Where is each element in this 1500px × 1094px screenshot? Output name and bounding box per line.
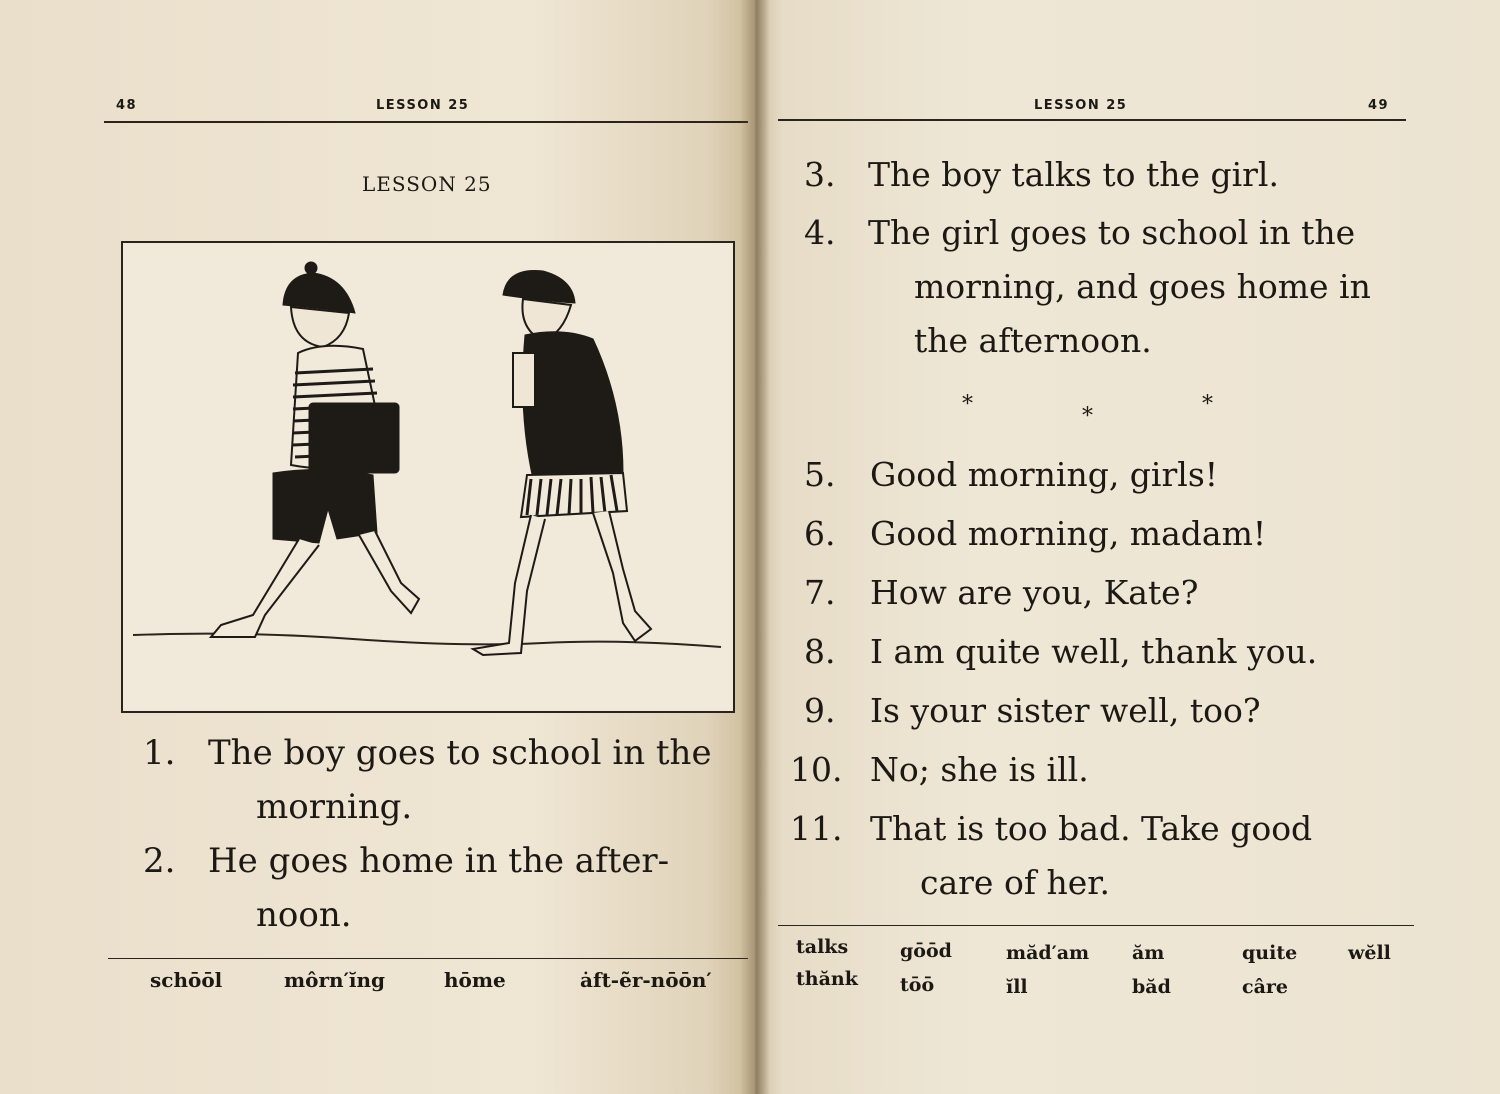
boy-figure — [211, 262, 419, 637]
vocab-word: môrn′ĭng — [284, 968, 385, 992]
girl-figure — [473, 271, 651, 656]
right-page — [752, 0, 1500, 1094]
sentence-text: Good morning, madam! — [870, 514, 1267, 553]
sentence-number: 6. — [804, 514, 836, 553]
vocab-word: câre — [1242, 976, 1288, 998]
vocab-word: thănk — [796, 968, 858, 990]
lesson-title: LESSON 25 — [362, 172, 492, 196]
sentence-text: Is your sister well, too? — [870, 691, 1261, 730]
vocab-word: talks — [796, 936, 849, 958]
running-head-right: LESSON 25 — [1034, 98, 1128, 113]
vocab-word: ăm — [1132, 942, 1165, 964]
vocab-word: wĕll — [1348, 942, 1391, 964]
header-rule-right — [778, 119, 1406, 121]
sentence-5 — [804, 448, 1218, 502]
vocab-word: ĭll — [1006, 976, 1028, 998]
separator-star: * — [1082, 404, 1093, 429]
sentence-10 — [790, 743, 1089, 797]
sentence-text: Good morning, girls! — [870, 455, 1219, 494]
sentence-number: 11. — [790, 809, 843, 848]
sentence-number: 2. — [143, 841, 176, 881]
sentence-number: 3. — [804, 155, 836, 194]
page-number-right: 49 — [1368, 98, 1390, 113]
sentence-text: The girl goes to school in the — [868, 213, 1356, 252]
vocab-word: hōme — [444, 968, 506, 992]
sentence-9 — [804, 684, 1261, 738]
sentence-text: How are you, Kate? — [870, 573, 1199, 612]
sentence-text: The boy goes to school in the — [208, 733, 712, 773]
separator-star: * — [1202, 392, 1213, 417]
sentence-text: That is too bad. Take good — [870, 809, 1313, 848]
sentence-number: 1. — [143, 733, 176, 773]
sentence-2 — [143, 834, 669, 888]
sentence-text: He goes home in the after- — [208, 841, 670, 881]
sentence-11-continued: care of her. — [920, 863, 1110, 902]
vocab-word: băd — [1132, 976, 1171, 998]
book-gutter — [740, 0, 770, 1094]
sentence-8 — [804, 625, 1317, 679]
sentence-6 — [804, 507, 1266, 561]
sentence-number: 5. — [804, 455, 836, 494]
sentence-text: I am quite well, thank you. — [870, 632, 1318, 671]
sentence-text: No; she is ill. — [870, 750, 1089, 789]
running-head-left: LESSON 25 — [376, 98, 470, 113]
vocab-word: măd′am — [1006, 942, 1090, 964]
sentence-number: 4. — [804, 213, 836, 252]
sentence-1 — [143, 726, 712, 780]
separator-star: * — [962, 392, 973, 417]
sentence-2-continued: noon. — [256, 895, 352, 935]
sentence-4-continued: the afternoon. — [914, 321, 1152, 360]
sentence-11 — [790, 802, 1312, 856]
vocab-word: schōōl — [150, 968, 223, 992]
sentence-7 — [804, 566, 1198, 620]
sentence-number: 10. — [790, 750, 843, 789]
vocab-rule-left — [108, 958, 748, 959]
illustration-frame — [121, 241, 735, 713]
sentence-3 — [804, 148, 1279, 202]
vocab-rule-right — [778, 925, 1414, 926]
vocab-word: tōō — [900, 974, 935, 996]
page-number-left: 48 — [116, 98, 138, 113]
header-rule-left — [104, 121, 748, 123]
sentence-number: 9. — [804, 691, 836, 730]
boy-and-girl-walking-illustration — [123, 243, 733, 711]
sentence-number: 7. — [804, 573, 836, 612]
vocab-word: quite — [1242, 942, 1298, 964]
vocab-word: ȧft-ẽr-nōōn′ — [580, 968, 712, 992]
sentence-4 — [804, 206, 1355, 260]
sentence-4-continued: morning, and goes home in — [914, 267, 1371, 306]
sentence-1-continued: morning. — [256, 787, 413, 827]
sentence-text: The boy talks to the girl. — [868, 155, 1279, 194]
vocab-word: gōōd — [900, 940, 952, 962]
sentence-number: 8. — [804, 632, 836, 671]
